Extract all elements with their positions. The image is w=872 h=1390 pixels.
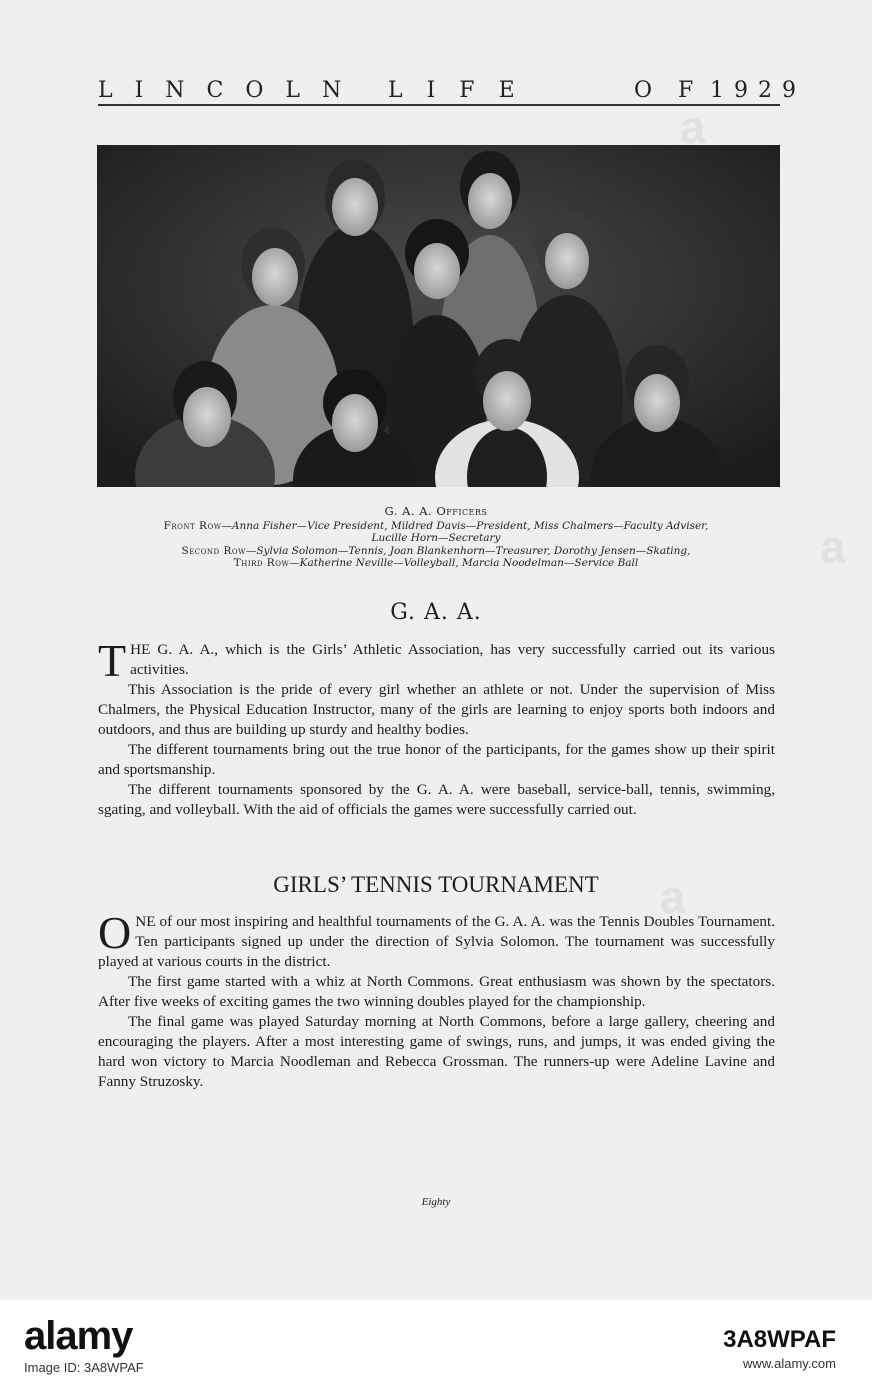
alamy-logo: alamy xyxy=(24,1314,133,1358)
caption-third-row xyxy=(90,557,782,569)
alamy-url[interactable]: www.alamy.com xyxy=(743,1356,836,1371)
tennis-dropcap: O xyxy=(98,907,132,958)
tennis-article xyxy=(98,907,775,1092)
front-row-names: —Anna Fisher—Vice President, Mildred Davis—President, Miss Chalmers—Faculty Adviser, xyxy=(221,520,709,532)
caption-second-row xyxy=(90,545,782,557)
caption-front-row-cont xyxy=(90,532,782,544)
watermark-logo: a xyxy=(820,521,846,573)
gaa-heading: G. A. A. xyxy=(390,600,482,625)
header-rule xyxy=(98,104,780,106)
caption-title: G. A. A. Officers xyxy=(384,504,488,518)
third-row-names: —Katherine Neville—Volleyball, Marcia Noodelman—Service Ball xyxy=(289,557,639,569)
caption-front-row xyxy=(90,520,782,532)
running-header xyxy=(98,78,806,108)
watermark-logo: a xyxy=(660,871,686,923)
image-id-label: Image ID: 3A8WPAF xyxy=(24,1360,144,1375)
gaa-paragraph-1 xyxy=(98,635,775,686)
second-row-label: Second Row xyxy=(181,545,246,557)
tennis-paragraph-1-text: NE of our most inspiring and healthful tournaments of the G. A. A. was the Tennis Doubles Tournament. Ten participants signed up under the direction of Sylvia Solomon. The tournament was successfully played at various courts in the district. xyxy=(98,913,775,970)
gaa-paragraph-2: This Association is the pride of every girl whether an athlete or not. Under the supervision of Miss Chalmers, the Physical Education Instructor, many of the girls are learning to enjoy sports both indoors and outdoors, and thus are building up sturdy and healthy bodies. xyxy=(98,681,775,738)
gaa-paragraph-4: The different tournaments sponsored by the G. A. A. were baseball, service-ball, tennis, swimming, sgating, and volleyball. With the aid of officials the games were successfully carried out. xyxy=(98,781,775,818)
tennis-heading: GIRLS’ TENNIS TOURNAMENT xyxy=(273,872,599,897)
second-row-names: —Sylvia Solomon—Tennis, Joan Blankenhorn—Treasurer, Dorothy Jensen—Skating, xyxy=(245,545,691,557)
stock-footer xyxy=(0,1300,872,1390)
header-life: LIFE xyxy=(388,78,539,103)
header-year: 1929 xyxy=(710,78,806,103)
gaa-dropcap: T xyxy=(98,635,127,686)
image-code: 3A8WPAF xyxy=(723,1326,836,1353)
gaa-paragraph-1-text: HE G. A. A., which is the Girls’ Athletic Association, has very successfully carried out its various activities. xyxy=(130,641,775,678)
front-row-names-cont: Lucille Horn—Secretary xyxy=(371,532,501,544)
header-of: OF xyxy=(634,78,720,103)
officers-photo xyxy=(97,145,780,487)
front-row-label: Front Row xyxy=(163,520,222,532)
watermark-logo: a xyxy=(680,101,706,153)
tennis-paragraph-2: The first game started with a whiz at North Commons. Great enthusiasm was shown by the spectators. After five weeks of exciting games the two winning doubles played for the championship. xyxy=(98,973,775,1010)
third-row-label: Third Row xyxy=(233,557,290,569)
header-lincoln: LINCOLN xyxy=(98,78,364,103)
tennis-paragraph-3: The final game was played Saturday morning at North Commons, before a large gallery, cheering and encouraging the players. After a most interesting game of swings, runs, and jumps, it was ended giving the hard won victory to Marcia Noodleman and Rebecca Grossman. The runners-up were Adeline Lavine and Fanny Struzosky. xyxy=(98,1013,775,1090)
gaa-article xyxy=(98,635,775,820)
gaa-paragraph-3: The different tournaments bring out the true honor of the participants, for the games show up their spirit and sportsmanship. xyxy=(98,741,775,778)
page-number: Eighty xyxy=(421,1196,451,1208)
